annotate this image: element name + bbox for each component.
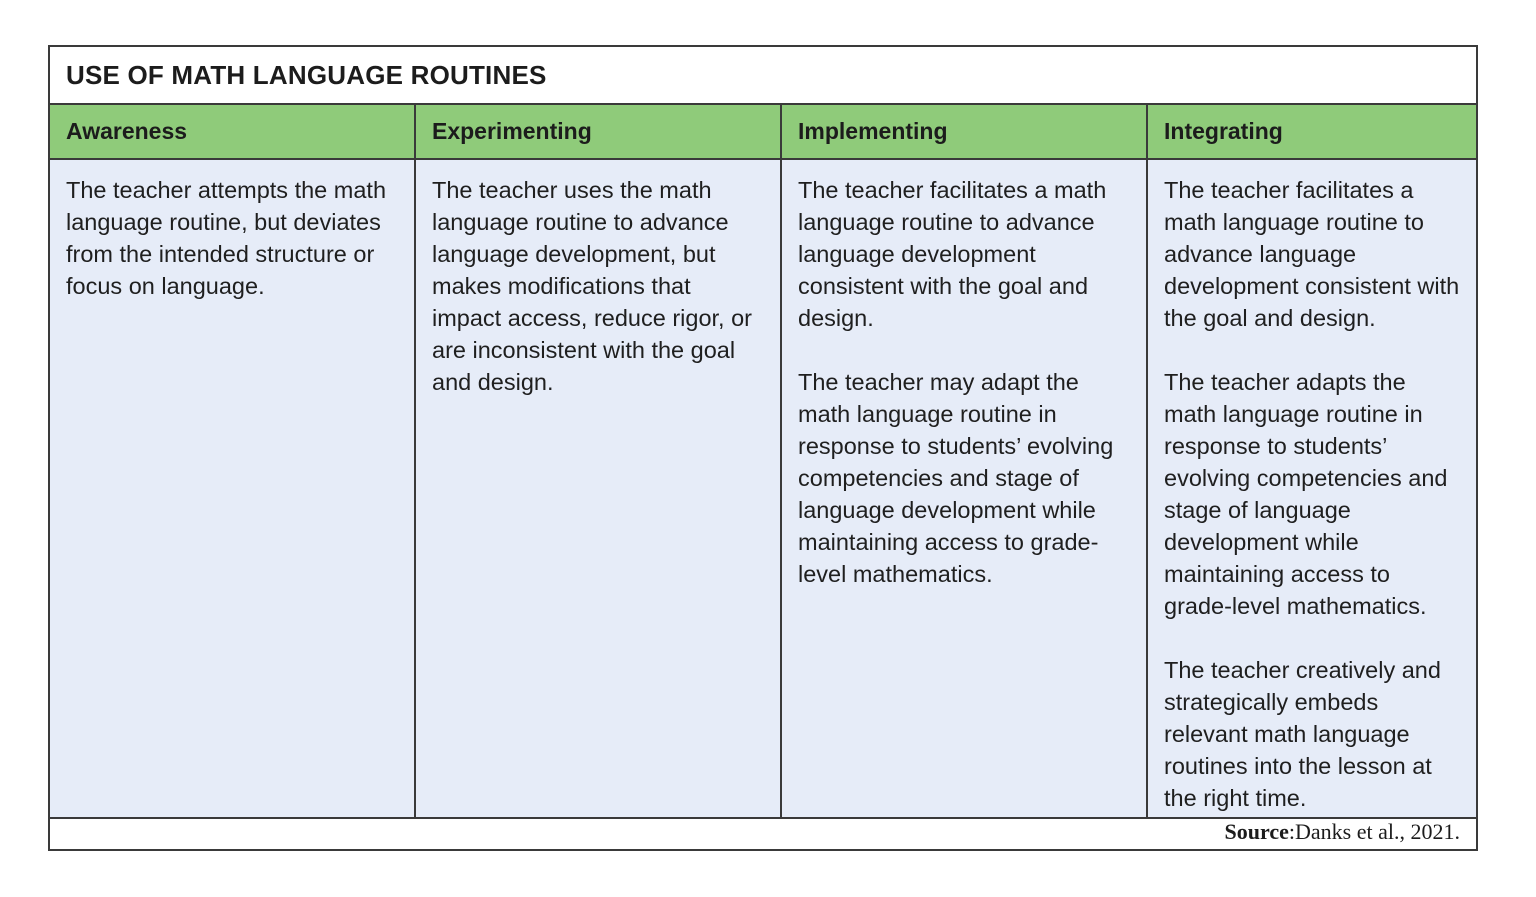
cell-experimenting	[416, 160, 782, 817]
cell-paragraph: The teacher creatively and strategically embeds relevant math language routines into the lesson at the right time.	[1164, 657, 1441, 811]
cell-paragraph: The teacher uses the math language routine to advance language development, but makes modifications that impact access, reduce rigor, or are inconsistent with the goal and design.	[432, 177, 752, 395]
table-title: USE OF MATH LANGUAGE ROUTINES	[66, 59, 547, 90]
cell-paragraph: The teacher adapts the math language routine in response to students’ evolving competencies and stage of language development while maintaining access to grade-level mathematics.	[1164, 369, 1448, 619]
rubric-table	[50, 103, 1476, 819]
source-separator: :	[1288, 819, 1296, 844]
column-header-awareness: Awareness	[50, 105, 416, 160]
source-text: Danks et al., 2021.	[1295, 819, 1460, 844]
column-header-implementing: Implementing	[782, 105, 1148, 160]
cell-integrating	[1148, 160, 1476, 817]
source-label: Source	[1224, 819, 1289, 844]
cell-paragraph: The teacher facilitates a math language routine to advance language development consistent with the goal and design.	[798, 177, 1107, 331]
cell-paragraph: The teacher attempts the math language routine, but deviates from the intended structure or focus on language.	[66, 177, 387, 299]
column-header-experimenting: Experimenting	[416, 105, 782, 160]
source-citation	[1225, 815, 1460, 849]
cell-paragraph: The teacher facilitates a math language routine to advance language development consistent with the goal and design.	[1164, 177, 1460, 331]
cell-awareness	[50, 160, 416, 817]
cell-implementing	[782, 160, 1148, 817]
cell-paragraph: The teacher may adapt the math language routine in response to students’ evolving competencies and stage of language development while maintaining access to grade-level mathematics.	[798, 369, 1114, 587]
table-frame	[48, 45, 1478, 851]
column-header-integrating: Integrating	[1148, 105, 1476, 160]
